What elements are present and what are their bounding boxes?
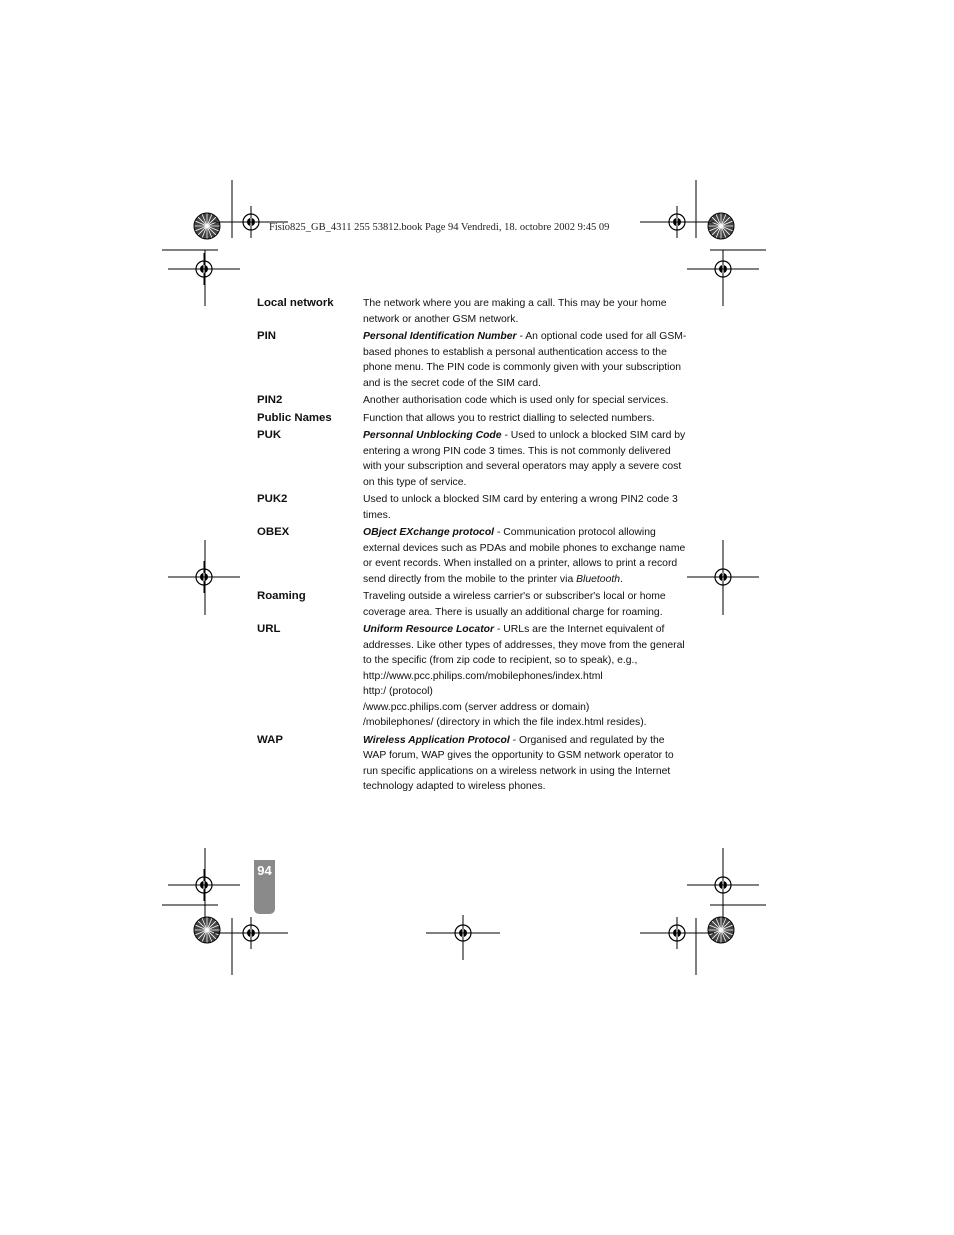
definition-lead: Personal Identification Number <box>363 331 517 342</box>
glossary-entry <box>257 393 687 409</box>
glossary-definition <box>363 411 687 427</box>
definition-lead: Uniform Resource Locator <box>363 624 495 635</box>
glossary-definition <box>363 492 687 523</box>
definition-lead: Wireless Application Protocol <box>363 734 510 746</box>
glossary-term: Local network <box>257 297 334 309</box>
definition-tail: . <box>620 573 623 585</box>
glossary-definition <box>363 733 687 795</box>
glossary-entry <box>257 428 687 490</box>
glossary-term: PUK2 <box>257 493 288 505</box>
definition-text: Another authorisation code which is used only for special services. <box>363 395 669 406</box>
glossary-entry <box>257 296 687 327</box>
glossary-term: PIN <box>257 330 276 342</box>
glossary-entry <box>257 525 687 587</box>
glossary-term: Roaming <box>257 590 306 602</box>
definition-text: The network where you are making a call. This may be your home network or another GSM network. <box>363 298 667 325</box>
definition-lead: Personnal Unblocking Code <box>363 430 502 441</box>
glossary-definition <box>363 329 687 391</box>
glossary-entry <box>257 411 687 427</box>
definition-text: Used to unlock a blocked SIM card by entering a wrong PIN2 code 3 times. <box>363 494 678 521</box>
url-example-line: /www.pcc.philips.com (server address or domain) <box>363 701 590 713</box>
definition-italic-term: Bluetooth <box>576 573 621 585</box>
glossary-term: URL <box>257 623 281 635</box>
definition-text: - Organised and regulated by the WAP forum, WAP gives the opportunity to GSM network operator to run specific applications on a wireless network in using the Internet technology adapted to wireless phones. <box>363 734 674 792</box>
definition-text: Function that allows you to restrict dialling to selected numbers. <box>363 412 655 424</box>
print-slug-header: Fisio825_GB_4311 255 53812.book Page 94 Vendredi, 18. octobre 2002 9:45 09 <box>269 222 610 233</box>
definition-lead: OBject EXchange protocol <box>363 527 495 538</box>
glossary-definition <box>363 525 687 587</box>
definition-text: - Communication protocol allowing external devices such as PDAs and mobile phones to exchange name or event records. When installed on a printer, allows to print a record send directly from the mobile to the printer via <box>363 527 686 585</box>
glossary-term: PIN2 <box>257 394 283 406</box>
glossary-term: WAP <box>257 733 283 746</box>
glossary-definition <box>363 428 687 490</box>
glossary-definition <box>363 622 687 731</box>
glossary-entry <box>257 622 687 731</box>
definition-text: - An optional code used for all GSM-based phones to establish a personal authentication access to the phone menu. The PIN code is commonly given with your subscription and is the secret code of the SIM card. <box>363 331 687 389</box>
glossary-term: Public Names <box>257 411 332 424</box>
glossary-definition <box>363 589 687 620</box>
glossary-entry <box>257 733 687 795</box>
glossary-list <box>257 296 687 797</box>
glossary-definition <box>363 296 687 327</box>
url-example-line: http:/ (protocol) <box>363 686 433 697</box>
url-example-line: http://www.pcc.philips.com/mobilephones/index.html <box>363 670 603 682</box>
glossary-term: PUK <box>257 429 282 441</box>
url-example-line: /mobilephones/ (directory in which the file index.html resides). <box>363 717 647 728</box>
page-number-tab: 94 <box>254 860 275 914</box>
glossary-entry <box>257 492 687 523</box>
glossary-term: OBEX <box>257 526 290 538</box>
glossary-definition <box>363 393 687 409</box>
definition-text: - URLs are the Internet equivalent of addresses. Like other types of addresses, they move from the general to the specific (from zip code to recipient, so to speak), e.g., <box>363 624 685 666</box>
glossary-entry <box>257 589 687 620</box>
definition-text: Traveling outside a wireless carrier's or subscriber's local or home coverage area. There is usually an additional charge for roaming. <box>363 591 666 618</box>
glossary-entry <box>257 329 687 391</box>
definition-text: - Used to unlock a blocked SIM card by entering a wrong PIN code 3 times. This is not commonly delivered with your subscription and several operators may apply a severe cost on this type of service. <box>363 430 686 488</box>
